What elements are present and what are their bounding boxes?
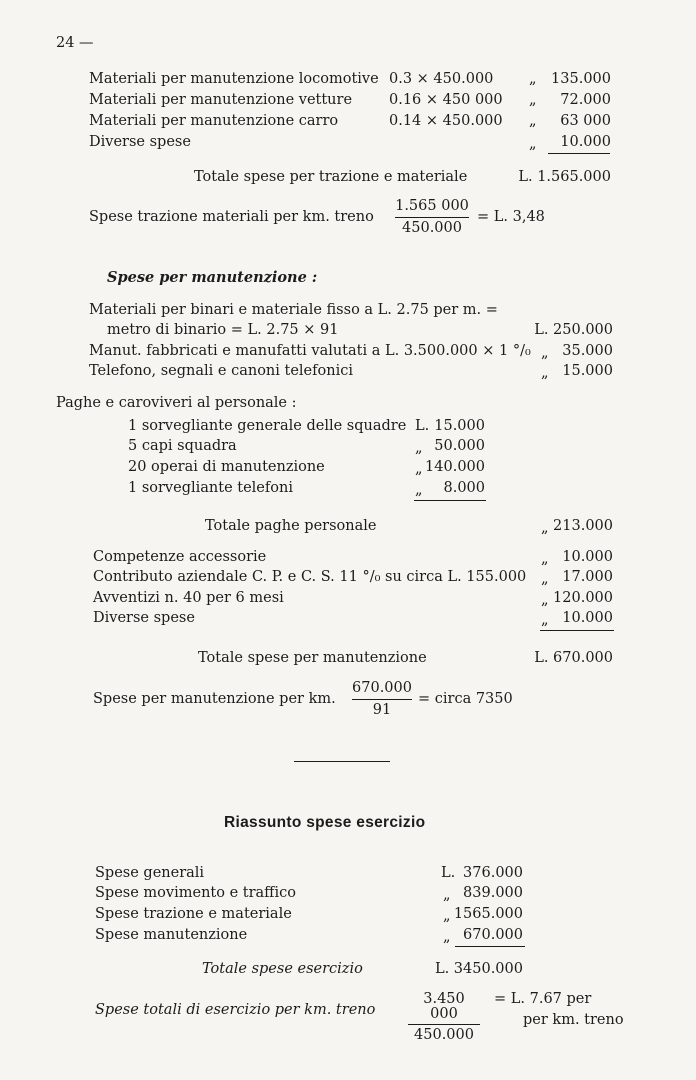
maintenance-row3-label: Telefono, segnali e canoni telefonici bbox=[89, 363, 353, 379]
maintenance-per-km-result: = circa 7350 bbox=[418, 691, 513, 707]
traction-row-amount: 72.000 bbox=[560, 92, 611, 108]
traction-row-calc: 0.3 × 450.000 bbox=[389, 71, 494, 87]
summary-row-label: Spese trazione e materiale bbox=[95, 906, 292, 922]
pay-row-mark: L. bbox=[415, 418, 430, 434]
traction-total-label: Totale spese per trazione e materiale bbox=[194, 169, 468, 185]
traction-row-amount: 63 000 bbox=[560, 113, 611, 129]
pay-row-label: 5 capi squadra bbox=[128, 438, 237, 454]
extra-row-amount: 120.000 bbox=[553, 590, 613, 606]
summary-total-amount: L. 3450.000 bbox=[434, 961, 523, 977]
maintenance-per-km-label: Spese per manutenzione per km. bbox=[93, 691, 336, 707]
summary-row-label: Spese manutenzione bbox=[95, 927, 248, 943]
summary-row-mark: „ bbox=[443, 908, 451, 924]
extra-row-label: Contributo aziendale C. P. e C. S. 11 °/₀ su circa L. 155.000 bbox=[93, 569, 527, 585]
pay-row-label: 1 sorvegliante telefoni bbox=[128, 480, 293, 496]
traction-per-km-fraction bbox=[395, 199, 469, 235]
fraction-numerator: 1.565 000 bbox=[395, 198, 469, 214]
ditto-mark: „ bbox=[529, 71, 537, 87]
extra-row-label: Competenze accessorie bbox=[93, 549, 267, 565]
pay-total-label: Totale paghe personale bbox=[205, 518, 377, 534]
subtotal-rule bbox=[540, 630, 614, 631]
summary-row-label: Spese generali bbox=[95, 865, 205, 881]
summary-row-label: Spese movimento e traffico bbox=[95, 885, 296, 901]
summary-per-km-label: Spese totali di esercizio per km. treno bbox=[95, 1002, 376, 1018]
maintenance-per-km-fraction bbox=[352, 681, 412, 717]
maintenance-total-label: Totale spese per manutenzione bbox=[198, 650, 427, 666]
traction-total-amount: L. 1.565.000 bbox=[518, 169, 611, 185]
pay-total-amount: 213.000 bbox=[553, 518, 613, 534]
ditto-mark: „ bbox=[541, 551, 549, 567]
summary-row-amount: 839.000 bbox=[463, 885, 523, 901]
maintenance-row2-amount: 35.000 bbox=[562, 343, 613, 359]
traction-row-amount: 135.000 bbox=[551, 71, 611, 87]
pay-row-amount: 8.000 bbox=[443, 480, 485, 496]
traction-per-km-label: Spese trazione materiali per km. treno bbox=[89, 209, 374, 225]
summary-heading: Riassunto spese esercizio bbox=[224, 814, 426, 831]
fraction-numerator: 670.000 bbox=[352, 680, 412, 696]
ditto-mark: „ bbox=[541, 612, 549, 628]
summary-per-km-result: = L. 7.67 per bbox=[494, 991, 592, 1007]
pay-row-amount: 50.000 bbox=[434, 438, 485, 454]
pay-heading: Paghe e caroviveri al personale : bbox=[56, 395, 297, 411]
ditto-mark: „ bbox=[529, 136, 537, 152]
pay-row-label: 20 operai di manutenzione bbox=[128, 459, 325, 475]
summary-total-label: Totale spese esercizio bbox=[202, 961, 363, 977]
pay-row-amount: 15.000 bbox=[434, 418, 485, 434]
maintenance-row1-amount: L. 250.000 bbox=[534, 322, 613, 338]
ditto-mark: „ bbox=[529, 92, 537, 108]
ditto-mark: „ bbox=[541, 520, 549, 536]
ditto-mark: „ bbox=[529, 113, 537, 129]
fraction-denominator: 450.000 bbox=[402, 219, 462, 236]
summary-row-mark: „ bbox=[443, 929, 451, 945]
summary-row-amount: 670.000 bbox=[463, 927, 523, 943]
subtotal-rule bbox=[548, 153, 610, 154]
ditto-mark: „ bbox=[541, 592, 549, 608]
maintenance-row3-amount: 15.000 bbox=[562, 363, 613, 379]
subtotal-rule bbox=[414, 500, 486, 501]
traction-row-calc: 0.14 × 450.000 bbox=[389, 113, 503, 129]
pay-row-mark: „ bbox=[415, 440, 423, 456]
extra-row-label: Diverse spese bbox=[93, 610, 195, 626]
traction-row-label: Materiali per manutenzione locomotive bbox=[89, 71, 379, 87]
fraction-denominator: 450.000 bbox=[414, 1027, 474, 1043]
summary-row-mark: L. bbox=[441, 865, 456, 881]
extra-row-label: Avventizi n. 40 per 6 mesi bbox=[93, 590, 284, 606]
summary-per-km-fraction bbox=[408, 992, 480, 1043]
maintenance-row1-line2: metro di binario = L. 2.75 × 91 bbox=[107, 322, 339, 338]
page-number: 24 — bbox=[56, 35, 94, 51]
section-divider bbox=[294, 761, 390, 762]
traction-row-calc: 0.16 × 450 000 bbox=[389, 92, 503, 108]
summary-row-amount: 376.000 bbox=[463, 865, 523, 881]
extra-row-amount: 10.000 bbox=[562, 549, 613, 565]
pay-row-label: 1 sorvegliante generale delle squadre bbox=[128, 418, 407, 434]
maintenance-total-amount: L. 670.000 bbox=[534, 650, 613, 666]
pay-row-mark: „ bbox=[415, 461, 423, 477]
pay-row-amount: 140.000 bbox=[425, 459, 485, 475]
summary-row-mark: „ bbox=[443, 887, 451, 903]
fraction-numerator: 3.450 000 bbox=[423, 991, 465, 1022]
maintenance-heading: Spese per manutenzione : bbox=[107, 269, 318, 286]
pay-row-mark: „ bbox=[415, 482, 423, 498]
summary-per-km-result-unit: per km. treno bbox=[523, 1012, 624, 1028]
traction-row-amount: 10.000 bbox=[560, 134, 611, 150]
summary-row-amount: 1565.000 bbox=[453, 906, 523, 922]
ditto-mark: „ bbox=[541, 345, 549, 361]
extra-row-amount: 10.000 bbox=[562, 610, 613, 626]
maintenance-row2-label: Manut. fabbricati e manufatti valutati a L. 3.500.000 × 1 °/₀ bbox=[89, 343, 531, 359]
extra-row-amount: 17.000 bbox=[562, 569, 613, 585]
traction-per-km-result: = L. 3,48 bbox=[477, 209, 545, 225]
ditto-mark: „ bbox=[541, 571, 549, 587]
fraction-denominator: 91 bbox=[372, 701, 392, 718]
maintenance-row1-line1: Materiali per binari e materiale fisso a L. 2.75 per m. = bbox=[89, 302, 498, 318]
traction-row-label: Materiali per manutenzione carro bbox=[89, 113, 339, 129]
ditto-mark: „ bbox=[541, 365, 549, 381]
traction-row-label: Diverse spese bbox=[89, 134, 191, 150]
traction-row-label: Materiali per manutenzione vetture bbox=[89, 92, 353, 108]
subtotal-rule bbox=[455, 946, 525, 947]
